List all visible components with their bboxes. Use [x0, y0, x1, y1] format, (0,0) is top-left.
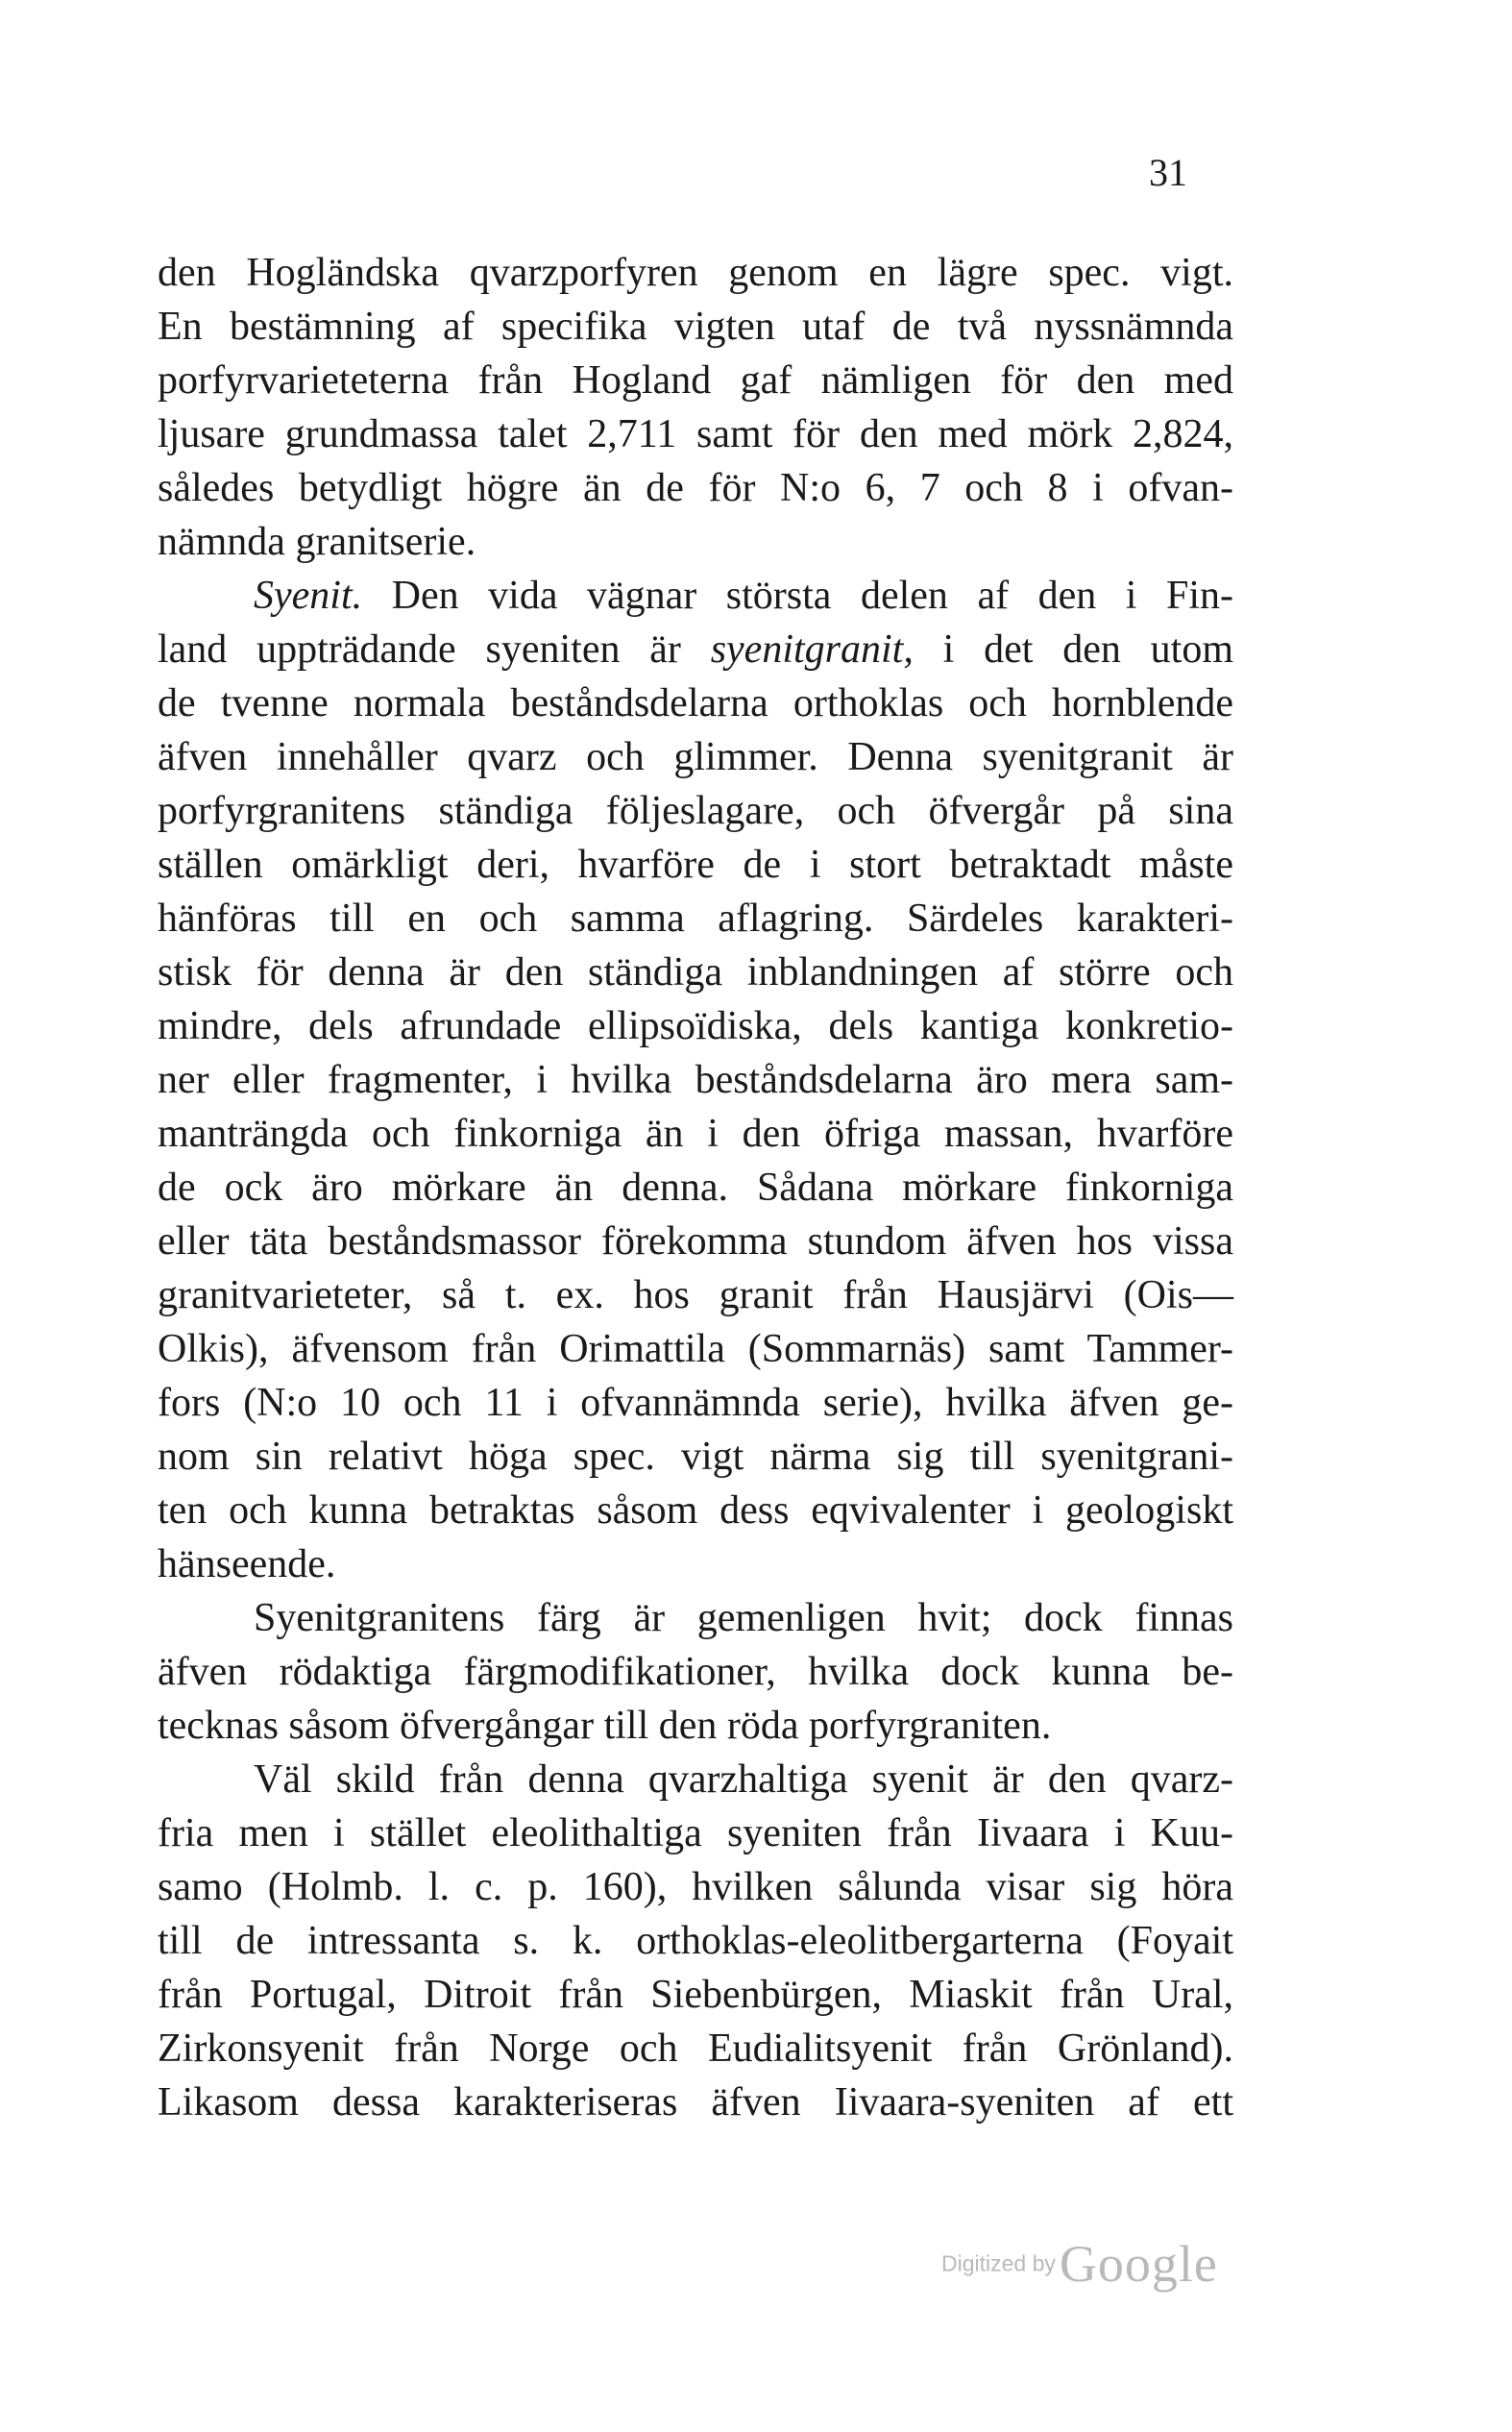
- text-line: hänföras till en och samma aflagring. Särdeles karakteri-: [158, 897, 1233, 941]
- text-line: Olkis), äfvensom från Orimattila (Sommarnäs) samt Tammer-: [158, 1327, 1233, 1371]
- text-line: de ock äro mörkare än denna. Sådana mörkare finkorniga: [158, 1166, 1233, 1210]
- italic-term: syenitgranit,: [710, 627, 914, 672]
- text-line: stisk för denna är den ständiga inblandningen af större och: [158, 950, 1233, 995]
- body-text: [158, 246, 1233, 2129]
- text-line: hänseende.: [158, 1542, 336, 1586]
- google-logo: Google: [1059, 2235, 1218, 2293]
- text-line: En bestämning af specifika vigten utaf de två nyssnämnda: [158, 305, 1233, 349]
- text-run: Den vida vägnar största delen af den i Fin-: [362, 574, 1233, 618]
- text-line: samo (Holmb. l. c. p. 160), hvilken sålunda visar sig höra: [158, 1865, 1233, 1909]
- text-line: Zirkonsyenit från Norge och Eudialitsyenit från Grönland).: [158, 2027, 1233, 2071]
- text-line: de tvenne normala beståndsdelarna orthoklas och hornblende: [158, 681, 1233, 725]
- text-run: i det den utom: [913, 627, 1233, 672]
- text-line: nom sin relativt höga spec. vigt närma sig till syenitgrani-: [158, 1435, 1233, 1479]
- text-line: fria men i stället eleolithaltiga syeniten från Iivaara i Kuu-: [158, 1811, 1233, 1855]
- text-line: den Hogländska qvarzporfyren genom en lägre spec. vigt.: [158, 251, 1233, 295]
- text-line: till de intressanta s. k. orthoklas-eleolitbergarterna (Foyait: [158, 1919, 1233, 1963]
- text-line: fors (N:o 10 och 11 i ofvannämnda serie), hvilka äfven ge-: [158, 1381, 1233, 1425]
- text-line: manträngda och finkorniga än i den öfriga massan, hvarföre: [158, 1112, 1233, 1156]
- text-line: granitvarieteter, så t. ex. hos granit från Hausjärvi (Ois—: [158, 1273, 1233, 1317]
- text-line: nämnda granitserie.: [158, 520, 476, 564]
- text-line: porfyrgranitens ständiga följeslagare, och öfvergår på sina: [158, 789, 1233, 833]
- text-line: tecknas såsom öfvergångar till den röda porfyrgraniten.: [158, 1704, 1052, 1748]
- text-line: ten och kunna betraktas såsom dess eqvivalenter i geologiskt: [158, 1488, 1233, 1533]
- text-line: ner eller fragmenter, i hvilka beståndsdelarna äro mera sam-: [158, 1058, 1233, 1102]
- digitized-by-label: Digitized by: [941, 2250, 1056, 2276]
- text-line: ljusare grundmassa talet 2,711 samt för den med mörk 2,824,: [158, 412, 1233, 456]
- text-run: land uppträdande syeniten är: [158, 627, 711, 672]
- text-line: ställen omärkligt deri, hvarföre de i stort betraktadt måste: [158, 843, 1233, 887]
- text-line: eller täta beståndsmassor förekomma stundom äfven hos vissa: [158, 1219, 1233, 1264]
- page-number: 31: [1149, 151, 1187, 194]
- text-line: porfyrvarieteterna från Hogland gaf nämligen för den med: [158, 358, 1233, 403]
- digitized-by-watermark: [941, 2234, 1218, 2294]
- paragraph-start-line: Väl skild från denna qvarzhaltiga syenit är den qvarz-: [254, 1757, 1233, 1802]
- paragraph-start-line: [158, 569, 1233, 623]
- paragraph-start-line: Syenitgranitens färg är gemenligen hvit; dock finnas: [254, 1596, 1233, 1640]
- text-line: mindre, dels afrundade ellipsoïdiska, dels kantiga konkretio-: [158, 1004, 1233, 1048]
- text-line: Likasom dessa karakteriseras äfven Iivaara-syeniten af ett: [158, 2080, 1233, 2125]
- text-line: [158, 623, 1233, 676]
- text-line: äfven rödaktiga färgmodifikationer, hvilka dock kunna be-: [158, 1650, 1233, 1694]
- text-line: från Portugal, Ditroit från Siebenbürgen, Miaskit från Ural,: [158, 1973, 1233, 2017]
- text-line: äfven innehåller qvarz och glimmer. Denna syenitgranit är: [158, 735, 1233, 779]
- text-line: således betydligt högre än de för N:o 6, 7 och 8 i ofvan-: [158, 466, 1233, 510]
- section-heading-syenit: Syenit.: [254, 574, 363, 618]
